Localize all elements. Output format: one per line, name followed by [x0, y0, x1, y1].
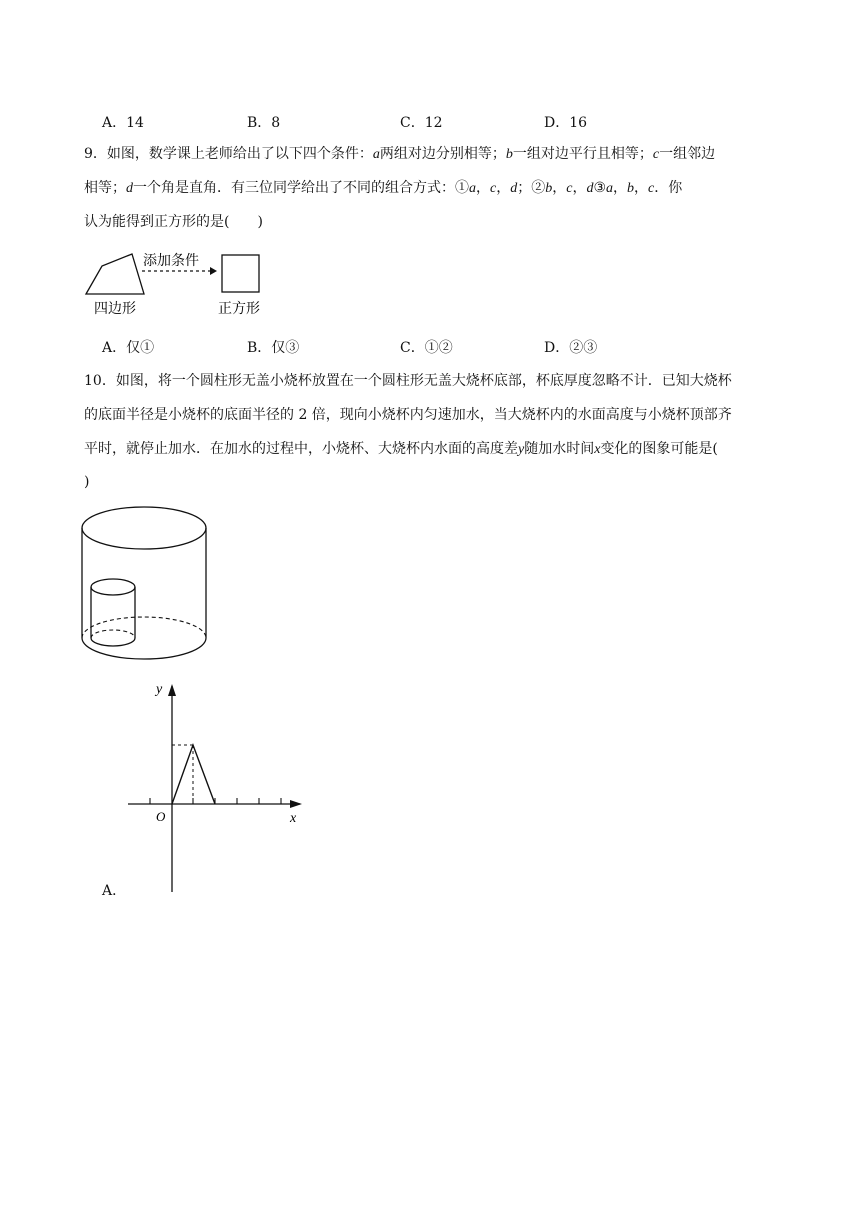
- q10-line-3: [84, 439, 718, 460]
- option-text: ②③: [569, 340, 598, 356]
- q10-line-4: ): [84, 474, 90, 490]
- option-letter: B．: [247, 115, 272, 131]
- var-b: b: [627, 181, 634, 196]
- var-b: b: [545, 181, 553, 196]
- q9-line-1: [84, 144, 715, 165]
- small-beaker-bottom-back: [91, 630, 135, 638]
- option-letter: C．: [400, 115, 425, 131]
- square-shape: [222, 255, 259, 292]
- q8-option-d[interactable]: [544, 112, 587, 132]
- option-text: 8: [271, 115, 281, 131]
- var-x: x: [594, 442, 601, 457]
- text: 一组对边平行且相等；: [512, 146, 653, 162]
- option-text: 12: [424, 115, 443, 131]
- text: 两组对边分别相等；: [379, 146, 506, 162]
- var-d: d: [126, 181, 133, 196]
- option-letter: A．: [102, 115, 127, 131]
- option-letter: D．: [544, 115, 570, 131]
- var-d: d: [510, 181, 518, 196]
- small-beaker-bottom-front: [91, 638, 135, 646]
- text: 一个角是直角．有三位同学给出了不同的组合方式：①: [133, 180, 469, 196]
- small-beaker-top: [91, 579, 135, 595]
- beaker-figure: [78, 500, 212, 672]
- square-label: 正方形: [218, 301, 260, 317]
- var-c: c: [566, 181, 573, 196]
- x-axis-label: x: [290, 811, 297, 826]
- y-axis-arrow-icon: [168, 684, 176, 696]
- x-axis-arrow-icon: [290, 800, 302, 808]
- option-letter: A．: [102, 340, 127, 356]
- q9-figure: [80, 244, 280, 322]
- big-beaker-top: [82, 507, 206, 549]
- quadrilateral-shape: [86, 254, 144, 294]
- option-letter: C．: [400, 340, 425, 356]
- var-d: d: [586, 181, 594, 196]
- var-c: c: [648, 181, 655, 196]
- graph-option-a[interactable]: [95, 676, 315, 896]
- text: ；②: [517, 180, 546, 196]
- text: 变化的图象可能是(: [600, 441, 718, 457]
- option-text: ①②: [424, 340, 453, 356]
- text: 随加水时间: [524, 441, 595, 457]
- q10-line-2: 的底面半径是小烧杯的底面半径的 2 倍，现向小烧杯内匀速加水，当大烧杯内的水面高度与小烧杯顶部齐: [84, 407, 732, 423]
- y-axis-label: y: [156, 682, 163, 697]
- var-c: c: [652, 147, 660, 162]
- var-a: a: [469, 181, 476, 196]
- origin-label: O: [156, 809, 166, 824]
- var-a: a: [606, 181, 613, 196]
- q9-option-c[interactable]: [400, 337, 453, 357]
- option-text: 16: [569, 115, 588, 131]
- option-letter: B．: [247, 340, 272, 356]
- q9-line-3: 认为能得到正方形的是( ): [84, 214, 263, 230]
- option-text: 仅①: [126, 340, 155, 356]
- big-beaker-bottom-front: [82, 638, 206, 659]
- var-b: b: [505, 147, 513, 162]
- big-beaker-bottom-back: [82, 617, 206, 638]
- text: 相等；: [84, 180, 126, 196]
- text: 平时，就停止加水．在加水的过程中，小烧杯、大烧杯内水面的高度差: [84, 441, 518, 457]
- var-a: a: [372, 147, 380, 162]
- q10-line-1: 10．如图，将一个圆柱形无盖小烧杯放置在一个圆柱形无盖大烧杯底部，杯底厚度忽略不计．已知大烧杯: [84, 373, 732, 389]
- q8-option-b[interactable]: [247, 112, 280, 132]
- q8-option-a[interactable]: [102, 112, 144, 132]
- text: 一组邻边: [659, 146, 716, 162]
- option-text: 仅③: [271, 340, 300, 356]
- q9-option-a[interactable]: [102, 337, 154, 357]
- q8-option-c[interactable]: [400, 112, 443, 132]
- text: 9．如图，数学课上老师给出了以下四个条件：: [84, 146, 373, 162]
- arrow-label: 添加条件: [143, 253, 199, 269]
- option-letter: D．: [544, 340, 570, 356]
- quadrilateral-label: 四边形: [94, 301, 136, 317]
- option-text: 14: [126, 115, 144, 131]
- var-y: y: [518, 442, 525, 457]
- q9-option-d[interactable]: [544, 337, 597, 357]
- graph-option-a-letter[interactable]: A．: [102, 883, 127, 899]
- q9-option-b[interactable]: [247, 337, 299, 357]
- arrow-head-icon: [210, 267, 217, 275]
- var-c: c: [490, 181, 497, 196]
- text: ③: [593, 180, 606, 196]
- q9-line-2: 相等；d一个角是直角．有三位同学给出了不同的组合方式：①a，c，d；②b，c，d③a，b，c．你: [84, 180, 683, 196]
